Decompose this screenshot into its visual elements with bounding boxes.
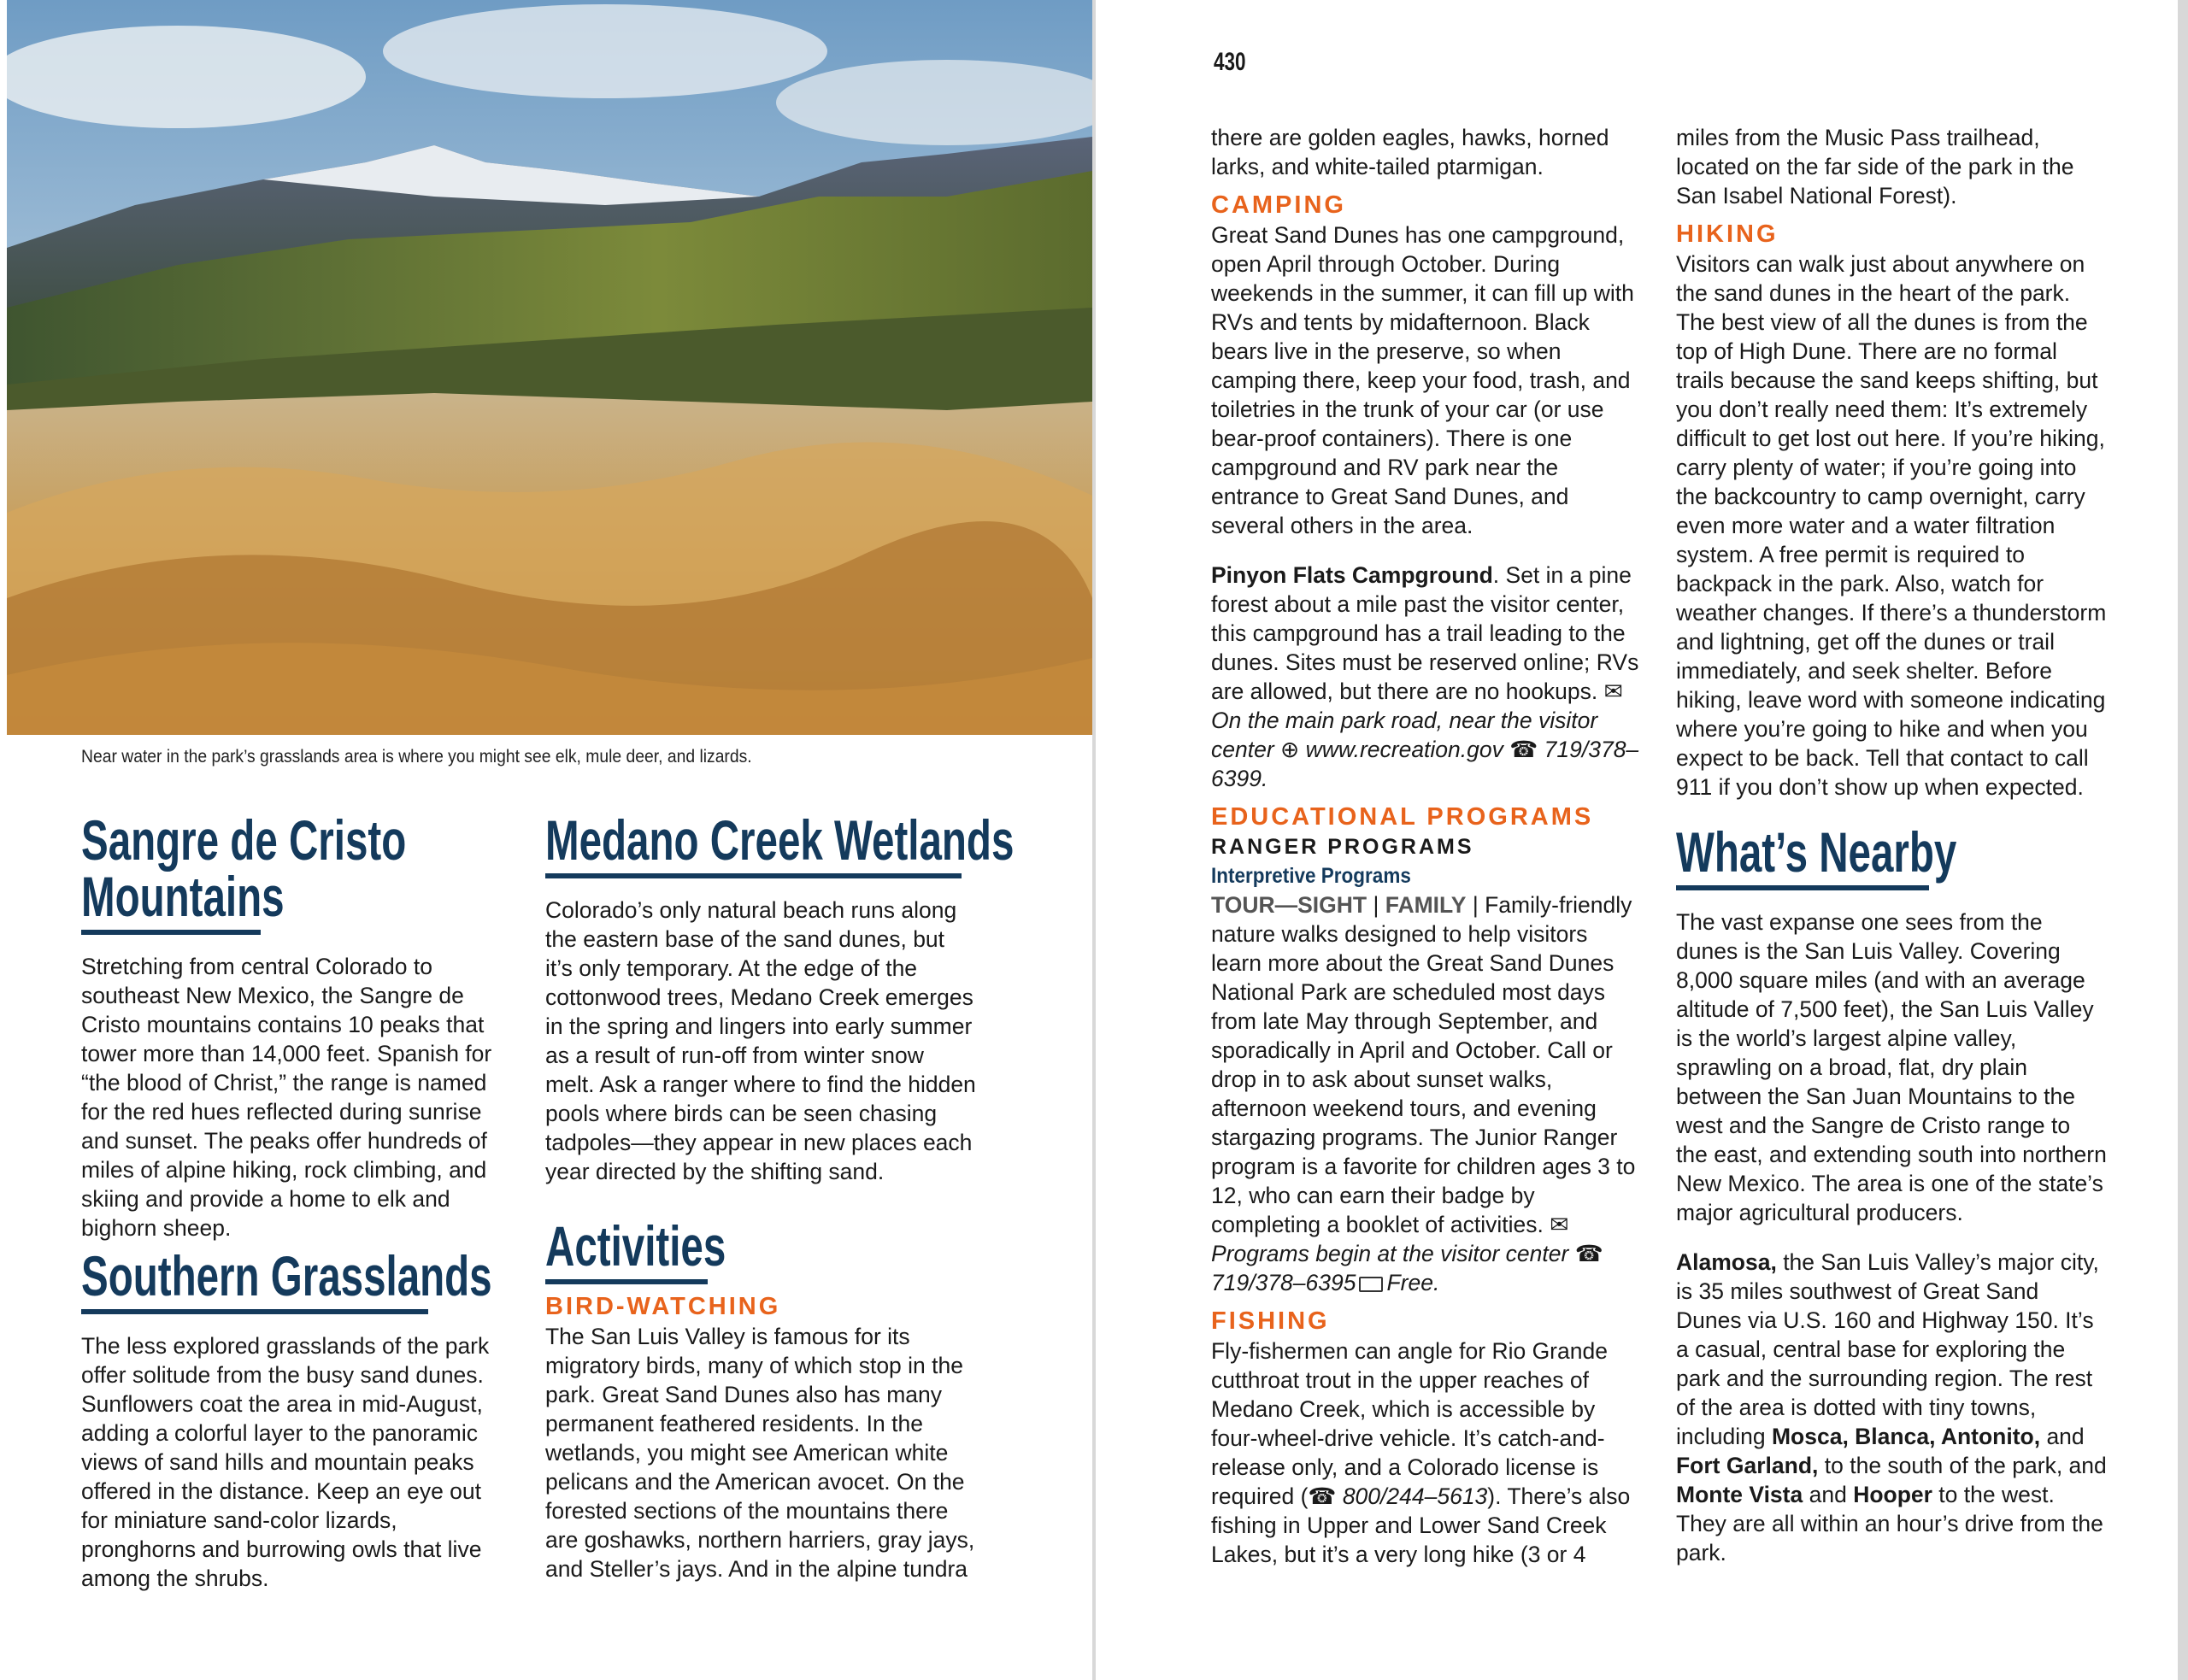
globe-icon: ⊕ [1280,737,1300,762]
phone-icon: ☎ [1574,1241,1603,1266]
address-icon: ✉ [1550,1212,1569,1237]
whats-nearby-heading [1676,820,1957,890]
southern-heading [81,1244,492,1314]
tag-tour-sight: TOUR—SIGHT [1211,892,1368,918]
ranger-programs-heading: RANGER PROGRAMS [1211,835,1474,859]
heading-text: Southern Grasslands [81,1244,492,1307]
listing-phone: 719/378–6395 [1211,1270,1356,1295]
page-number: 430 [1214,48,1246,76]
fishing-heading: FISHING [1211,1307,1330,1335]
camping-heading: CAMPING [1211,191,1346,219]
listing-name: Pinyon Flats Campground [1211,562,1493,588]
listing-price: Free. [1386,1270,1440,1295]
sand-dunes-photo [7,0,1092,735]
activities-heading [545,1214,726,1284]
listing-address: Programs begin at the visitor center [1211,1241,1569,1266]
town-fort-garland: Fort Garland, [1676,1453,1819,1478]
right-page [1096,0,2178,1680]
medano-heading [545,808,1015,878]
heading-text: Activities [545,1214,726,1278]
body-text: and [2040,1424,2085,1449]
fishing-body [1211,1336,1643,1569]
southern-body: The less explored grasslands of the park offer solitude from the busy sand dunes. Sunflowers coat the area in mid-August, adding a colorful layer to the panoramic views of sand hills and mountain peaks offered in the distance. Keep an eye out for miniature sand-color lizards, pronghorns and burrowing owls that live among the shrubs. [81,1333,490,1591]
body-text: Family-friendly nature walks designed to help visitors learn more about the Great Sand Dunes National Park are scheduled most days from late May through September, and sporadically in April and October. Call or drop in to ask about sunset walks, afternoon weekend tours, and evening stargazing programs. The Junior Ranger program is a favorite for children ages 3 to 12, who can earn their badge by completing a booklet of activities. [1211,892,1636,1237]
body-text: ). There’s also fishing in Upper and Lower Sand Creek Lakes, but it’s a very long hike (3 or 4 [1211,1483,1631,1567]
listing-body: . Set in a pine forest about a mile past the visitor center, this campground has a trail leading to the dunes. Sites must be reserved online; RVs are allowed, but there are no hookups. [1211,562,1639,704]
nearby-towns [1676,1248,2108,1567]
interpretive-programs-body [1211,890,1643,1297]
pinyon-flats-listing [1211,561,1643,793]
activities-section [545,1214,977,1583]
phone-icon: ☎ [1308,1483,1337,1509]
fishing-continued: miles from the Music Pass trailhead, located on the far side of the park in the San Isabel National Forest). [1676,125,2074,209]
southern-grasslands-section [81,1244,513,1593]
medano-body: Colorado’s only natural beach runs along the eastern base of the sand dunes, but it’s only temporary. At the edge of the cottonwood trees, Medano Creek emerges in the spring and lingers into early summer as a result of run-off from winter snow melt. Ask a ranger where to find the hidden pools where birds can be seen chasing tadpoles—they appear in new places each year directed by the shifting sand. [545,897,976,1184]
tag-family: FAMILY [1385,892,1467,918]
listing-phone: 719/378–6399. [1211,737,1639,791]
sangre-heading [81,808,407,935]
camping-body: Great Sand Dunes has one campground, open April through October. During weekends in the summer, it can fill up with RVs and tents by midafternoon. Black bears live in the preserve, so when camping there, keep your food, trash, and toiletries in the trunk of your car (or use bear-proof containers). There is one campground and RV park near the entrance to Great Sand Dunes, and several others in the area. [1211,222,1634,538]
heading-text: Medano Creek Wetlands [545,808,1015,872]
town-alamosa: Alamosa, [1676,1249,1777,1275]
body-text: to the south of the park, and [1818,1453,2107,1478]
fishing-phone: 800/244–5613 [1342,1483,1488,1509]
heading-line-2: Mountains [81,865,285,928]
right-column-1 [1211,123,1643,1569]
heading-line-1: Sangre de Cristo [81,808,407,872]
left-page [0,0,1092,1680]
hiking-body: Visitors can walk just about anywhere on the sand dunes in the heart of the park. The best view of all the dunes is from the top of High Dune. There are no formal trails because the sand keeps shifting, but you don’t really need them: It’s extremely difficult to get lost out here. If you’re hiking, carry plenty of water; if you’re going into the backcountry to camp overnight, carry even more water and a water filtration system. A free permit is required to backpack in the park. Also, watch for weather changes. If there’s a thunderstorm and lightning, get off the dunes or trail immediately, and seek shelter. Before hiking, leave word with someone indicating where you’re going to hike and when you expect to be back. Tell that contact to call 911 if you don’t show up when expected. [1676,251,2107,800]
photo-caption: Near water in the park’s grasslands area is where you might see elk, mule deer, and lizards. [81,747,752,767]
body-text: the San Luis Valley’s major city, is 35 miles southwest of Great Sand Dunes via U.S. 160 and Highway 150. It’s a casual, central base for exploring the park and the surrounding region. The rest of the area is dotted with tiny towns, including [1676,1249,2099,1449]
sangre-body: Stretching from central Colorado to southeast New Mexico, the Sangre de Cristo mountains contains 10 peaks that tower more than 14,000 feet. Spanish for “the blood of Christ,” the range is named for the red hues reflected during sunrise and sunset. The peaks offer hundreds of miles of alpine hiking, rock climbing, and skiing and provide a home to elk and bighorn sheep. [81,954,492,1241]
address-icon: ✉ [1603,678,1623,704]
ticket-icon [1359,1277,1383,1292]
birding-continued: there are golden eagles, hawks, horned larks, and white-tailed ptarmigan. [1211,125,1609,179]
town-monte-vista: Monte Vista [1676,1482,1803,1507]
bird-watching-body: The San Luis Valley is famous for its migratory birds, many of which stop in the park. Great Sand Dunes also has many permanent feathered residents. In the wetlands, you might see American white pelicans and the American avocet. On the forested sections of the mountains there are goshawks, northern harriers, gray jays, and Steller’s jays. And in the alpine tundra [545,1324,975,1582]
separator: | [1472,892,1479,918]
listing-address: On the main park road, near the visitor center [1211,708,1598,762]
hiking-heading: HIKING [1676,220,1779,248]
phone-icon: ☎ [1509,737,1538,762]
body-text: and [1803,1482,1854,1507]
nearby-body: The vast expanse one sees from the dunes is the San Luis Valley. Covering 8,000 square miles (and with an average altitude of 7,500 feet), the San Luis Valley is the world’s largest alpine valley, sprawling on a broad, flat, dry plain between the San Juan Mountains to the west and the Sangre de Cristo range to the east, and extending south into northern New Mexico. The area is one of the state’s major agricultural producers. [1676,909,2107,1225]
right-column-2 [1676,123,2108,1567]
educational-programs-heading: EDUCATIONAL PROGRAMS [1211,803,1594,831]
heading-text: What’s Nearby [1676,820,1957,884]
body-text: to the west. They are all within an hour’s drive from the park. [1676,1482,2103,1565]
listing-website[interactable]: www.recreation.gov [1305,737,1503,762]
bird-watching-heading: BIRD-WATCHING [545,1293,781,1320]
towns-south: Mosca, Blanca, Antonito, [1771,1424,2041,1449]
medano-creek-section [545,808,1015,1186]
town-hooper: Hooper [1853,1482,1932,1507]
body-text: Fly-fishermen can angle for Rio Grande cutthroat trout in the upper reaches of Medano Creek, which is accessible by four-wheel-drive vehicle. It’s catch-and-release only, and a Colorado license is required ( [1211,1338,1608,1509]
sangre-de-cristo-section [81,808,513,1242]
separator: | [1373,892,1379,918]
interpretive-programs-name: Interpretive Programs [1211,864,1411,888]
